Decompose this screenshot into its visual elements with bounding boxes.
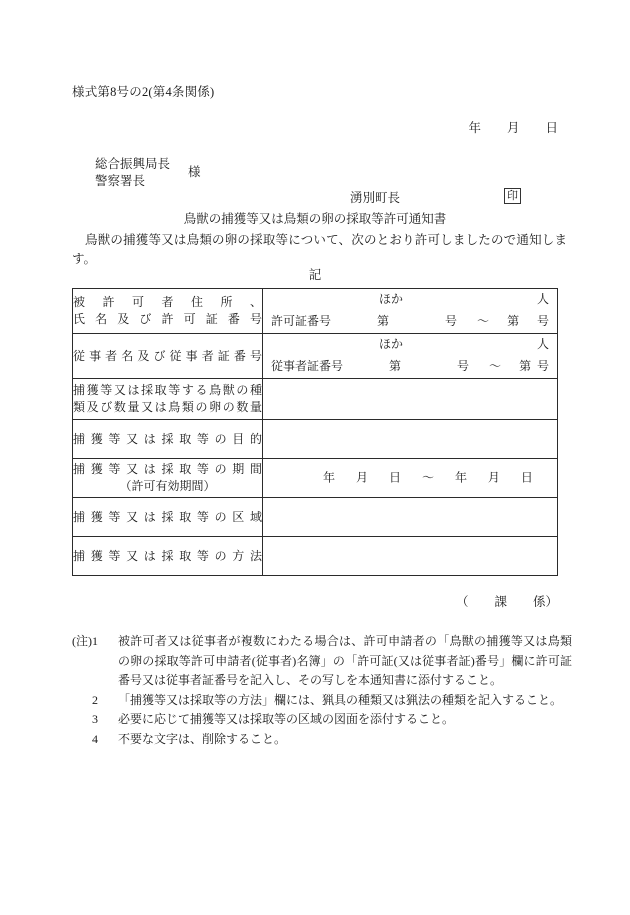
note-text: 必要に応じて捕獲等又は採取等の区域の図面を添付すること。: [118, 712, 455, 726]
row-value-permittee[interactable]: [263, 289, 558, 334]
gou-1: 号: [445, 314, 458, 328]
worker-number-range: [263, 334, 557, 378]
row-value-purpose[interactable]: [263, 420, 558, 459]
row-label-method: [73, 537, 263, 576]
range-tilde: ～: [489, 359, 502, 373]
row-label-period: [73, 459, 263, 498]
row-label-area: [73, 498, 263, 537]
date-line: [0, 118, 558, 136]
range-tilde: ～: [477, 314, 490, 328]
label-line-1: 捕獲等又は採取等する鳥獣の種: [73, 383, 262, 397]
table-row: [73, 537, 558, 576]
note-item: [72, 730, 572, 750]
permit-number-range: [263, 289, 557, 333]
permit-number-line: [271, 313, 549, 330]
department-section-line: [0, 592, 558, 610]
gou-2: 号: [536, 314, 549, 328]
dai-2: 第: [519, 359, 532, 373]
label-line-1: 捕獲等又は採取等の方法: [73, 548, 262, 563]
table-row: [73, 379, 558, 420]
row-value-species-quantity[interactable]: [263, 379, 558, 420]
dai-1: 第: [389, 359, 402, 373]
dai-2: 第: [507, 314, 520, 328]
row-label-permittee: [73, 289, 263, 334]
row-label-worker: [73, 334, 263, 379]
table-row: [73, 459, 558, 498]
table-row: [73, 289, 558, 334]
addressee-honorific: 様: [188, 165, 201, 179]
period-range: [263, 459, 557, 497]
period-year-2: 年: [454, 470, 467, 485]
row-value-period[interactable]: [263, 459, 558, 498]
date-day: 日: [545, 121, 558, 135]
gou-2: 号: [536, 359, 549, 373]
nin-label: 人: [536, 292, 549, 306]
lead-paragraph: 鳥獣の捕獲等又は鳥類の卵の採取等について、次のとおり許可しましたので通知します。: [72, 233, 567, 266]
table-row: [73, 420, 558, 459]
period-fields: [323, 470, 533, 487]
label-line-1: 捕獲等又は採取等の目的: [73, 431, 262, 446]
addressee-line-2: 警察署長: [95, 174, 146, 188]
table-row: [73, 498, 558, 537]
permit-number-label: 許可証番号: [271, 314, 332, 328]
row-value-worker[interactable]: [263, 334, 558, 379]
addressee-names: [95, 156, 170, 190]
note-text: 不要な文字は、削除すること。: [118, 731, 287, 746]
worker-number-line: [271, 358, 549, 375]
paren-open: （: [455, 595, 469, 609]
date-year: 年: [468, 121, 481, 135]
document-title: 鳥獣の捕獲等又は鳥類の卵の採取等許可通知書: [183, 212, 447, 226]
label-line-2: （許可有効期間）: [119, 479, 216, 493]
note-item: [72, 710, 572, 730]
label-line-2: 氏名及び許可証番号: [73, 312, 262, 326]
period-month-1: 月: [355, 470, 368, 485]
dai-1: 第: [377, 314, 390, 328]
issuer-name: 湧別町長: [350, 191, 401, 205]
addressee-line-1: 総合振興局長: [95, 157, 171, 171]
note-marker: 2: [92, 692, 98, 707]
row-label-purpose: [73, 420, 263, 459]
period-year-1: 年: [323, 470, 336, 485]
note-marker: 4: [92, 731, 98, 746]
label-line-2: 類及び数量又は鳥類の卵の数量: [73, 400, 262, 414]
note-marker: (注)1: [72, 634, 98, 648]
worker-count-top: [379, 336, 549, 353]
notes-block: [72, 632, 572, 749]
period-tilde: ～: [421, 470, 434, 485]
row-label-species-quantity: [73, 379, 263, 420]
date-month: 月: [506, 121, 520, 135]
hoka-label: ほか: [379, 292, 404, 306]
section-label: 係）: [532, 595, 558, 609]
row-value-method[interactable]: [263, 537, 558, 576]
label-line-1: 被許可者住所、: [73, 295, 262, 309]
note-text: 「捕獲等又は採取等の方法」欄には、猟具の種類又は猟法の種類を記入すること。: [118, 692, 563, 707]
addressee-block: [95, 156, 201, 190]
note-text: 被許可者又は従事者が複数にわたる場合は、許可申請者の「鳥獣の捕獲等又は鳥類の卵の採取等許可申請者(従事者)名簿」の「許可証(又は従事者証)番号」欄に許可証番号又は従事者証番号を記入し、その写しを本通知書に添付すること。: [118, 634, 572, 687]
permit-details-table: [72, 288, 558, 576]
period-day-1: 日: [388, 470, 401, 485]
note-item: [72, 632, 572, 691]
period-month-2: 月: [487, 470, 500, 485]
note-item: [72, 691, 572, 711]
gou-1: 号: [457, 359, 470, 373]
period-day-2: 日: [520, 470, 533, 485]
row-value-area[interactable]: [263, 498, 558, 537]
form-number: 様式第8号の2(第4条関係): [72, 85, 215, 99]
label-line-1: 捕獲等又は採取等の期間: [73, 462, 262, 476]
seal-stamp-icon: 印: [504, 188, 521, 204]
table-row: [73, 334, 558, 379]
department-label: 課: [494, 595, 507, 609]
worker-number-label: 従事者証番号: [271, 359, 344, 373]
permit-count-top: [379, 291, 549, 308]
note-marker: 3: [92, 712, 98, 726]
label-line-1: 従事者名及び従事者証番号: [73, 348, 262, 363]
nin-label: 人: [536, 337, 549, 351]
ki-marker: 記: [308, 268, 322, 282]
label-line-1: 捕獲等又は採取等の区域: [73, 509, 262, 524]
hoka-label: ほか: [379, 337, 404, 351]
